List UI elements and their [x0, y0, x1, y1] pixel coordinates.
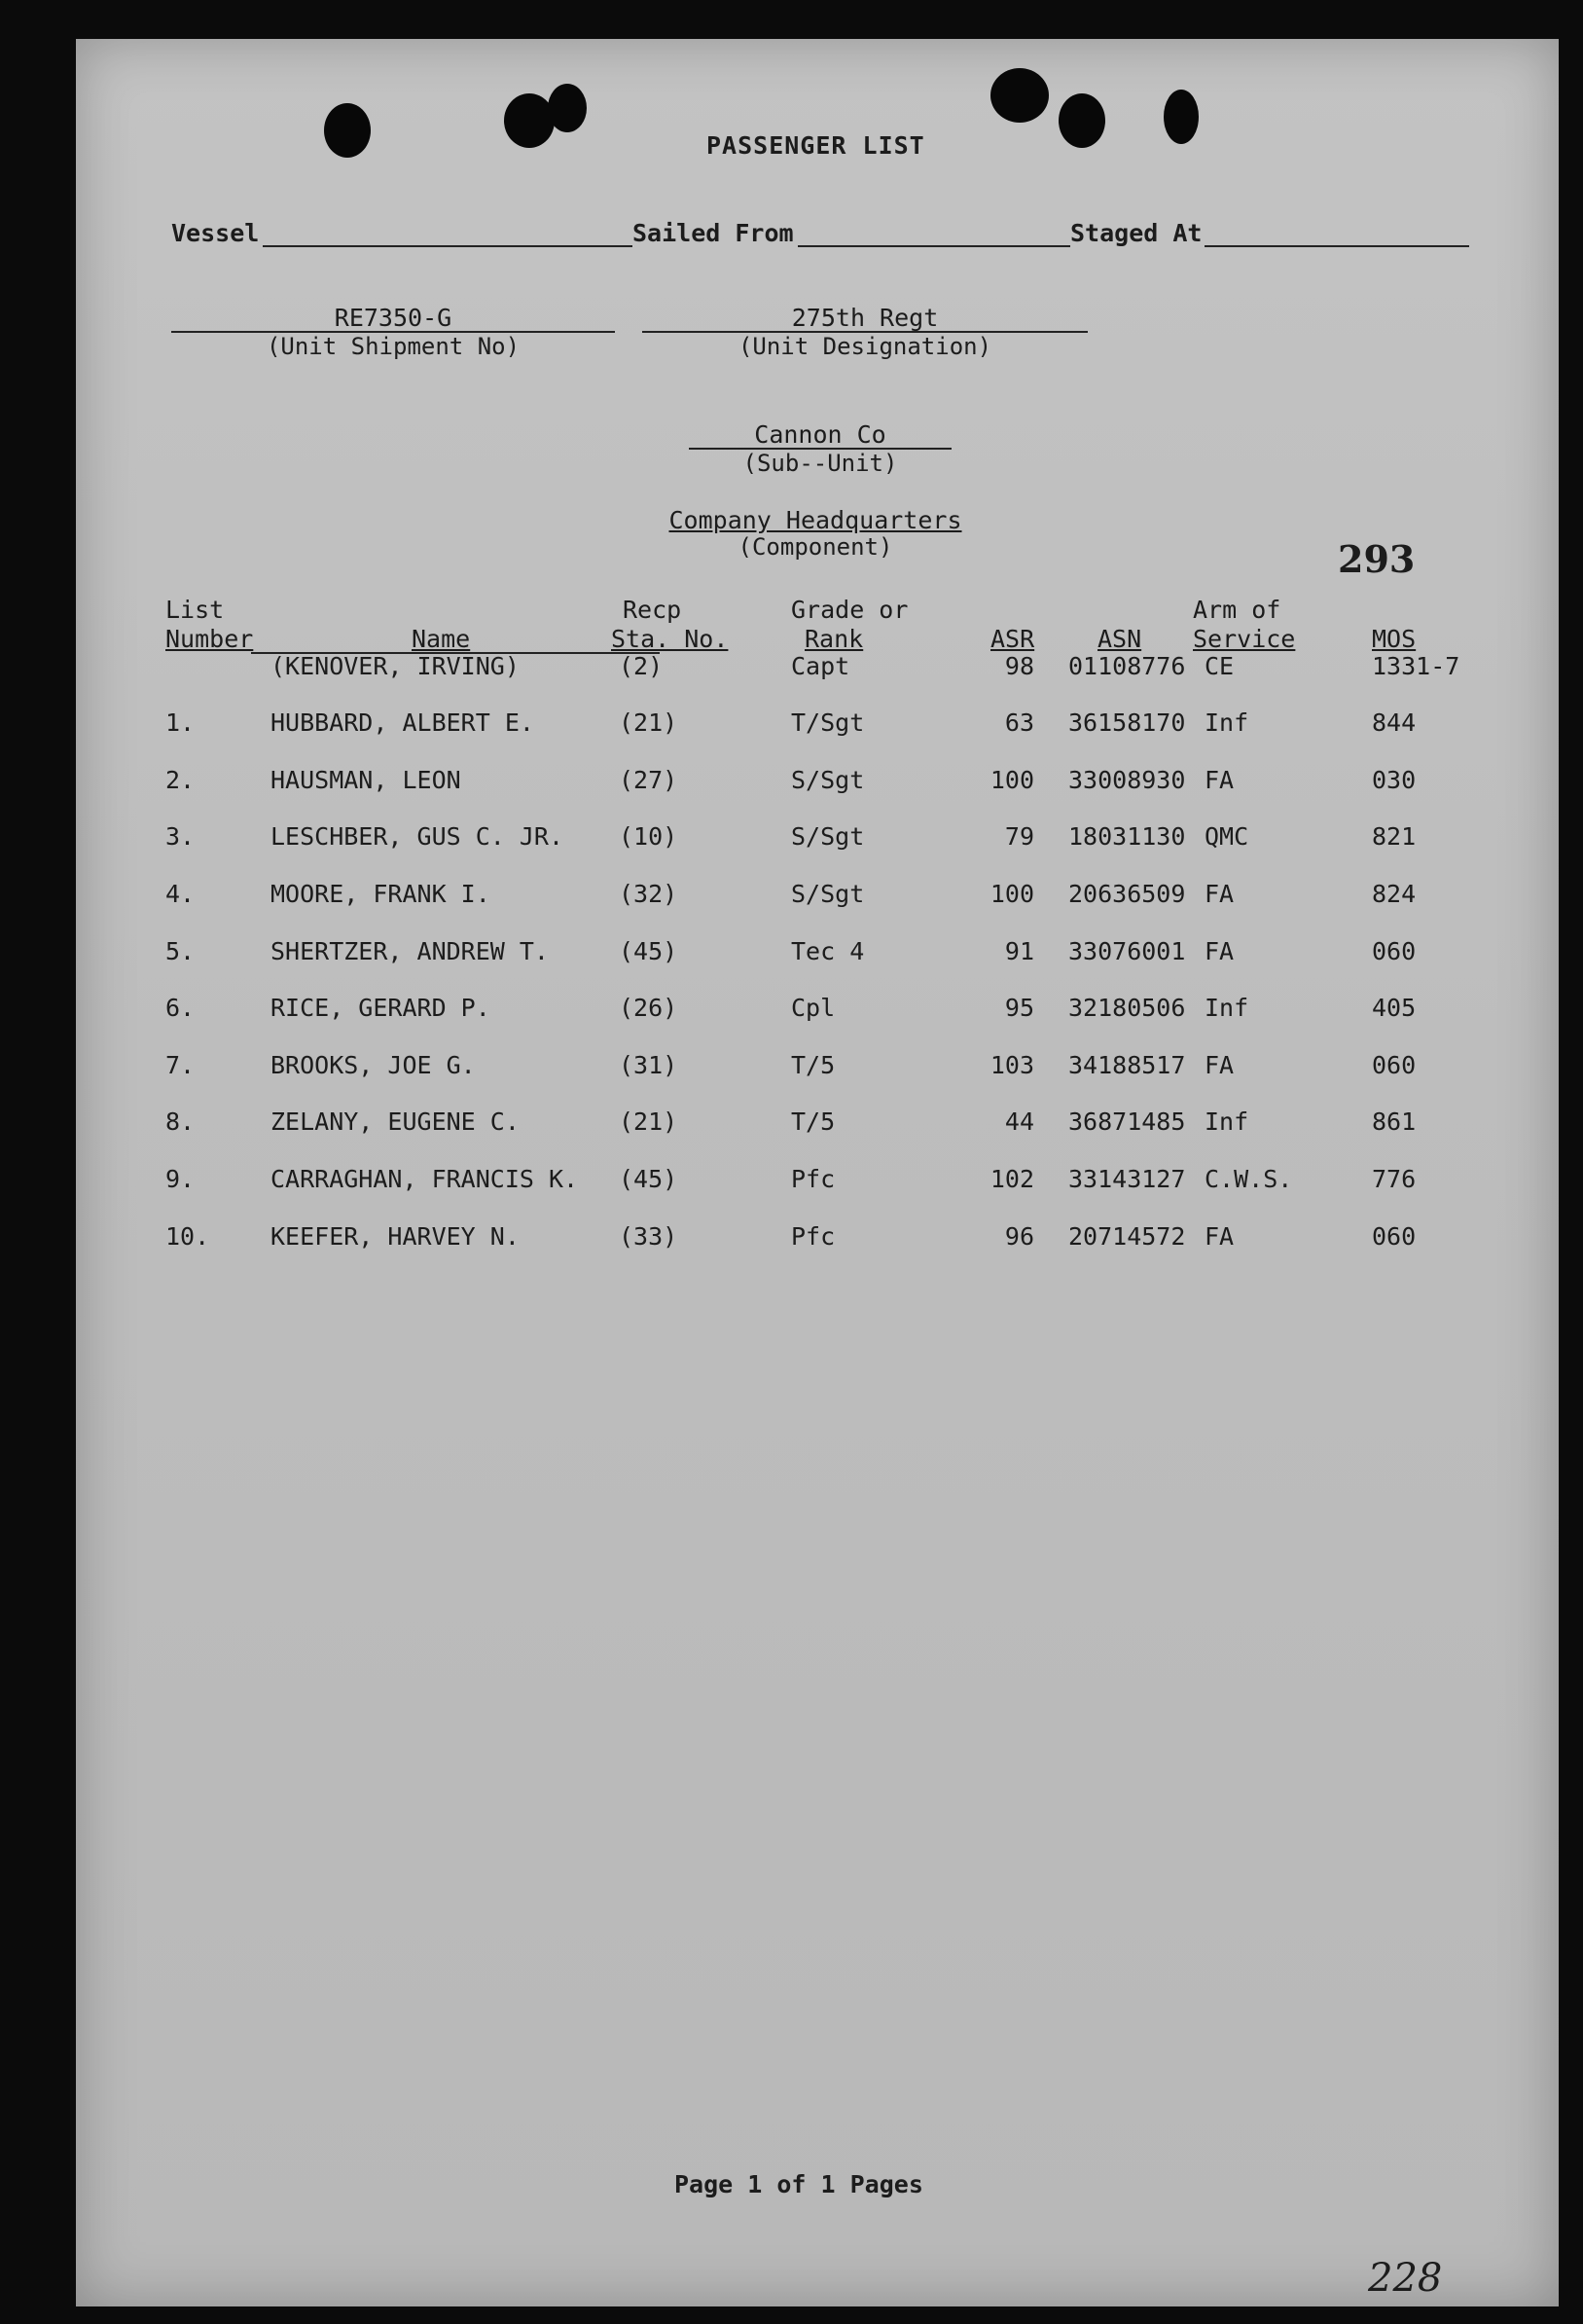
document-page: [76, 39, 1559, 2306]
mos-cell: 821: [1372, 822, 1417, 851]
name-cell: MOORE, FRANK I.: [270, 880, 490, 908]
stamped-number: 293: [1338, 537, 1416, 581]
asr-cell: 91: [1004, 937, 1034, 965]
asn-cell: 20714572: [1068, 1222, 1186, 1251]
handwritten-number: 228: [1368, 2256, 1443, 2301]
name-cell: BROOKS, JOE G.: [270, 1051, 476, 1079]
asr-cell: 44: [1004, 1108, 1034, 1136]
component: Company Headquarters: [668, 506, 962, 534]
column-header-grade-rank: Grade or Rank: [791, 596, 909, 653]
asn-cell: 33008930: [1068, 766, 1186, 794]
column-header-asr: ASR: [990, 625, 1035, 653]
column-header-asn: ASN: [1097, 625, 1142, 653]
arm-of-service-cell: FA: [1205, 766, 1235, 794]
list-number-cell: 4.: [165, 880, 196, 908]
punch-hole: [1059, 93, 1105, 148]
grade-cell: T/5: [791, 1108, 836, 1136]
unit-designation-caption: (Unit Designation): [738, 333, 992, 360]
mos-cell: 861: [1372, 1108, 1417, 1136]
recp-station-cell: (45): [619, 1165, 678, 1193]
asr-cell: 96: [1004, 1222, 1034, 1251]
asr-cell: 79: [1004, 822, 1034, 851]
asr-cell: 98: [1004, 652, 1034, 680]
name-cell: SHERTZER, ANDREW T.: [270, 937, 549, 965]
recp-station-cell: (10): [619, 822, 678, 851]
name-cell: HUBBARD, ALBERT E.: [270, 708, 534, 737]
grade-cell: S/Sgt: [791, 766, 865, 794]
asn-cell: 33143127: [1068, 1165, 1186, 1193]
asr-cell: 95: [1004, 994, 1034, 1022]
name-cell: KEEFER, HARVEY N.: [270, 1222, 520, 1251]
mos-cell: 776: [1372, 1165, 1417, 1193]
name-cell: LESCHBER, GUS C. JR.: [270, 822, 564, 851]
name-cell: (KENOVER, IRVING): [270, 652, 520, 680]
mos-cell: 1331-7: [1372, 652, 1460, 680]
grade-cell: S/Sgt: [791, 822, 865, 851]
punch-hole: [990, 68, 1049, 123]
grade-cell: S/Sgt: [791, 880, 865, 908]
document-title: PASSENGER LIST: [706, 131, 925, 160]
staged-at-label: Staged At: [1070, 219, 1203, 247]
recp-station-cell: (21): [619, 708, 678, 737]
grade-cell: Tec 4: [791, 937, 865, 965]
list-number-cell: 6.: [165, 994, 196, 1022]
asn-cell: 18031130: [1068, 822, 1186, 851]
recp-station-cell: (26): [619, 994, 678, 1022]
column-header-list-number: List Number: [165, 596, 254, 653]
mos-cell: 824: [1372, 880, 1417, 908]
grade-cell: Cpl: [791, 994, 836, 1022]
asn-cell: 20636509: [1068, 880, 1186, 908]
staged-at-blank-line: [1205, 245, 1469, 247]
arm-of-service-cell: FA: [1205, 880, 1235, 908]
name-cell: CARRAGHAN, FRANCIS K.: [270, 1165, 579, 1193]
recp-station-cell: (27): [619, 766, 678, 794]
unit-shipment-number: RE7350-G: [334, 304, 452, 332]
list-number-cell: 5.: [165, 937, 196, 965]
asr-cell: 100: [989, 766, 1034, 794]
column-header-name: Name: [412, 625, 471, 653]
name-cell: RICE, GERARD P.: [270, 994, 490, 1022]
arm-of-service-cell: Inf: [1205, 994, 1249, 1022]
recp-station-cell: (31): [619, 1051, 678, 1079]
arm-of-service-cell: FA: [1205, 937, 1235, 965]
sailed-from-label: Sailed From: [632, 219, 794, 247]
mos-cell: 030: [1372, 766, 1417, 794]
recp-station-cell: (45): [619, 937, 678, 965]
arm-of-service-cell: QMC: [1205, 822, 1249, 851]
list-number-cell: 10.: [165, 1222, 210, 1251]
arm-of-service-cell: C.W.S.: [1205, 1165, 1293, 1193]
mos-cell: 060: [1372, 1051, 1417, 1079]
vessel-blank-line: [263, 245, 632, 247]
asn-cell: 01108776: [1068, 652, 1186, 680]
recp-station-cell: (21): [619, 1108, 678, 1136]
grade-cell: Pfc: [791, 1165, 836, 1193]
asn-cell: 33076001: [1068, 937, 1186, 965]
list-number-cell: 3.: [165, 822, 196, 851]
name-cell: HAUSMAN, LEON: [270, 766, 461, 794]
recp-station-cell: (32): [619, 880, 678, 908]
asn-cell: 36871485: [1068, 1108, 1186, 1136]
asn-cell: 32180506: [1068, 994, 1186, 1022]
arm-of-service-cell: FA: [1205, 1051, 1235, 1079]
component-caption: (Component): [738, 533, 893, 561]
list-number-cell: 1.: [165, 708, 196, 737]
grade-cell: T/Sgt: [791, 708, 865, 737]
vessel-label: Vessel: [171, 219, 260, 247]
sub-unit: Cannon Co: [754, 420, 886, 449]
mos-cell: 844: [1372, 708, 1417, 737]
sailed-from-blank-line: [798, 245, 1070, 247]
list-number-cell: 8.: [165, 1108, 196, 1136]
mos-cell: 060: [1372, 1222, 1417, 1251]
asr-cell: 103: [989, 1051, 1034, 1079]
unit-designation: 275th Regt: [791, 304, 939, 332]
column-header-mos: MOS: [1372, 625, 1417, 653]
asr-cell: 100: [989, 880, 1034, 908]
asr-cell: 102: [989, 1165, 1034, 1193]
asn-cell: 34188517: [1068, 1051, 1186, 1079]
sub-unit-caption: (Sub--Unit): [742, 450, 898, 477]
asn-cell: 36158170: [1068, 708, 1186, 737]
grade-cell: Pfc: [791, 1222, 836, 1251]
recp-station-cell: (33): [619, 1222, 678, 1251]
recp-station-cell: (2): [619, 652, 664, 680]
column-header-recp-sta: Recp Sta. No.: [611, 596, 729, 653]
name-cell: ZELANY, EUGENE C.: [270, 1108, 520, 1136]
list-number-cell: 9.: [165, 1165, 196, 1193]
arm-of-service-cell: Inf: [1205, 1108, 1249, 1136]
page-count: Page 1 of 1 Pages: [674, 2170, 923, 2198]
mos-cell: 405: [1372, 994, 1417, 1022]
punch-hole: [1164, 90, 1199, 144]
arm-of-service-cell: FA: [1205, 1222, 1235, 1251]
mos-cell: 060: [1372, 937, 1417, 965]
arm-of-service-cell: Inf: [1205, 708, 1249, 737]
asr-cell: 63: [1004, 708, 1034, 737]
list-number-cell: 7.: [165, 1051, 196, 1079]
punch-hole: [504, 93, 555, 148]
column-header-arm-of-service: Arm of Service: [1193, 596, 1296, 653]
grade-cell: T/5: [791, 1051, 836, 1079]
grade-cell: Capt: [791, 652, 850, 680]
unit-shipment-caption: (Unit Shipment No): [266, 333, 521, 360]
punch-hole: [324, 103, 371, 158]
arm-of-service-cell: CE: [1205, 652, 1235, 680]
list-number-cell: 2.: [165, 766, 196, 794]
punch-hole: [548, 84, 587, 132]
